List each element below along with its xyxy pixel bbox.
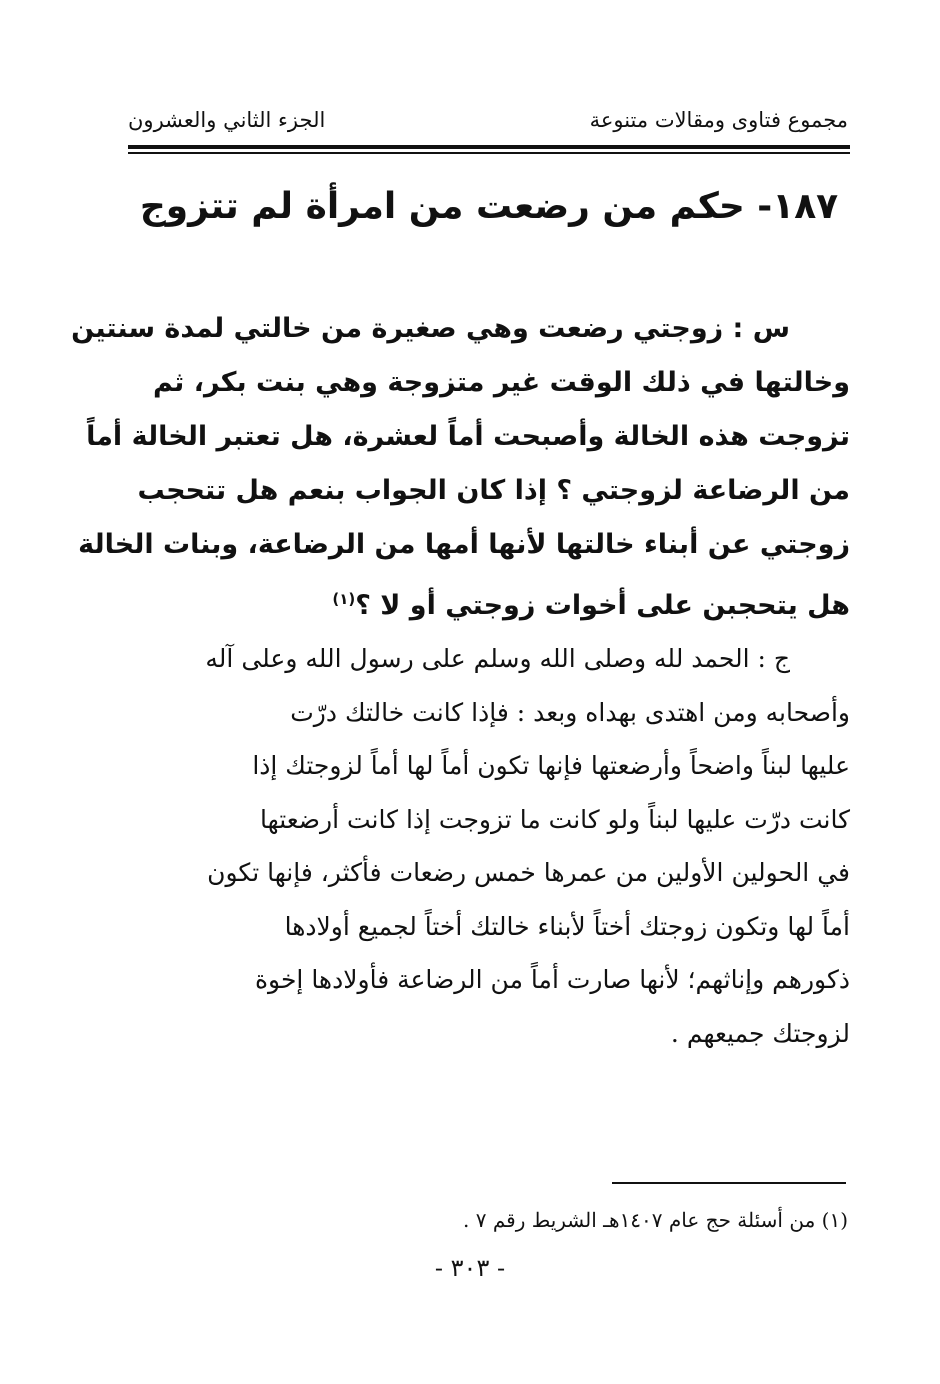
answer-line: وأصحابه ومن اهتدى بهداه وبعد : فإذا كانت خالتك درّت (290, 697, 850, 727)
question-line: زوجتي عن أبناء خالتها لأنها أمها من الرضاعة، وبنات الخالة (78, 529, 850, 560)
answer-line: في الحولين الأولين من عمرها خمس رضعات فأكثر، فإنها تكون (207, 858, 850, 887)
answer-line: ج : الحمد لله وصلى الله وسلم على رسول الله وعلى آله (205, 644, 790, 673)
question-line: تزوجت هذه الخالة وأصبحت أماً لعشرة، هل تعتبر الخالة أماً (86, 421, 850, 452)
header-rule-thin (128, 152, 850, 154)
book-title: مجموع فتاوى ومقالات متنوعة (589, 108, 848, 132)
footnote-reference: (١) (332, 590, 356, 608)
volume-label: الجزء الثاني والعشرون (128, 108, 326, 132)
footnote-separator (612, 1182, 846, 1184)
answer-line: لزوجتك جميعهم . (670, 1018, 850, 1048)
answer-line: أماً لها وتكون زوجتك أختاً لأبناء خالتك أختاً لجميع أولادها (284, 911, 850, 941)
question-line: هل يتحجبن على أخوات زوجتي أو لا ؟ (355, 590, 850, 621)
question-line: س : زوجتي رضعت وهي صغيرة من خالتي لمدة سنتين (71, 313, 790, 344)
answer-line: ذكورهم وإناثهم؛ لأنها صارت أماً من الرضاعة فأولادها إخوة (254, 965, 850, 994)
answer-line: عليها لبناً واضحاً وأرضعتها فإنها تكون أماً لها أماً لزوجتك إذا (252, 751, 850, 780)
question-paragraph (71, 302, 850, 633)
running-header (128, 108, 848, 144)
footnote: (١) من أسئلة حج عام ١٤٠٧هـ الشريط رقم ٧ . (463, 1208, 848, 1232)
page-number: - ٣٠٣ - (434, 1254, 506, 1282)
answer-paragraph (128, 632, 850, 1060)
question-line: من الرضاعة لزوجتي ؟ إذا كان الجواب بنعم هل تتحجب (137, 475, 850, 506)
question-line: وخالتها في ذلك الوقت غير متزوجة وهي بنت بكر، ثم (153, 367, 850, 398)
answer-line: كانت درّت عليها لبناً ولو كانت ما تزوجت إذا كانت أرضعتها (260, 804, 850, 834)
section-title: ١٨٧- حكم من رضعت من امرأة لم تتزوج (139, 186, 839, 227)
question-last-line (128, 572, 850, 633)
header-rule-thick (128, 145, 850, 149)
